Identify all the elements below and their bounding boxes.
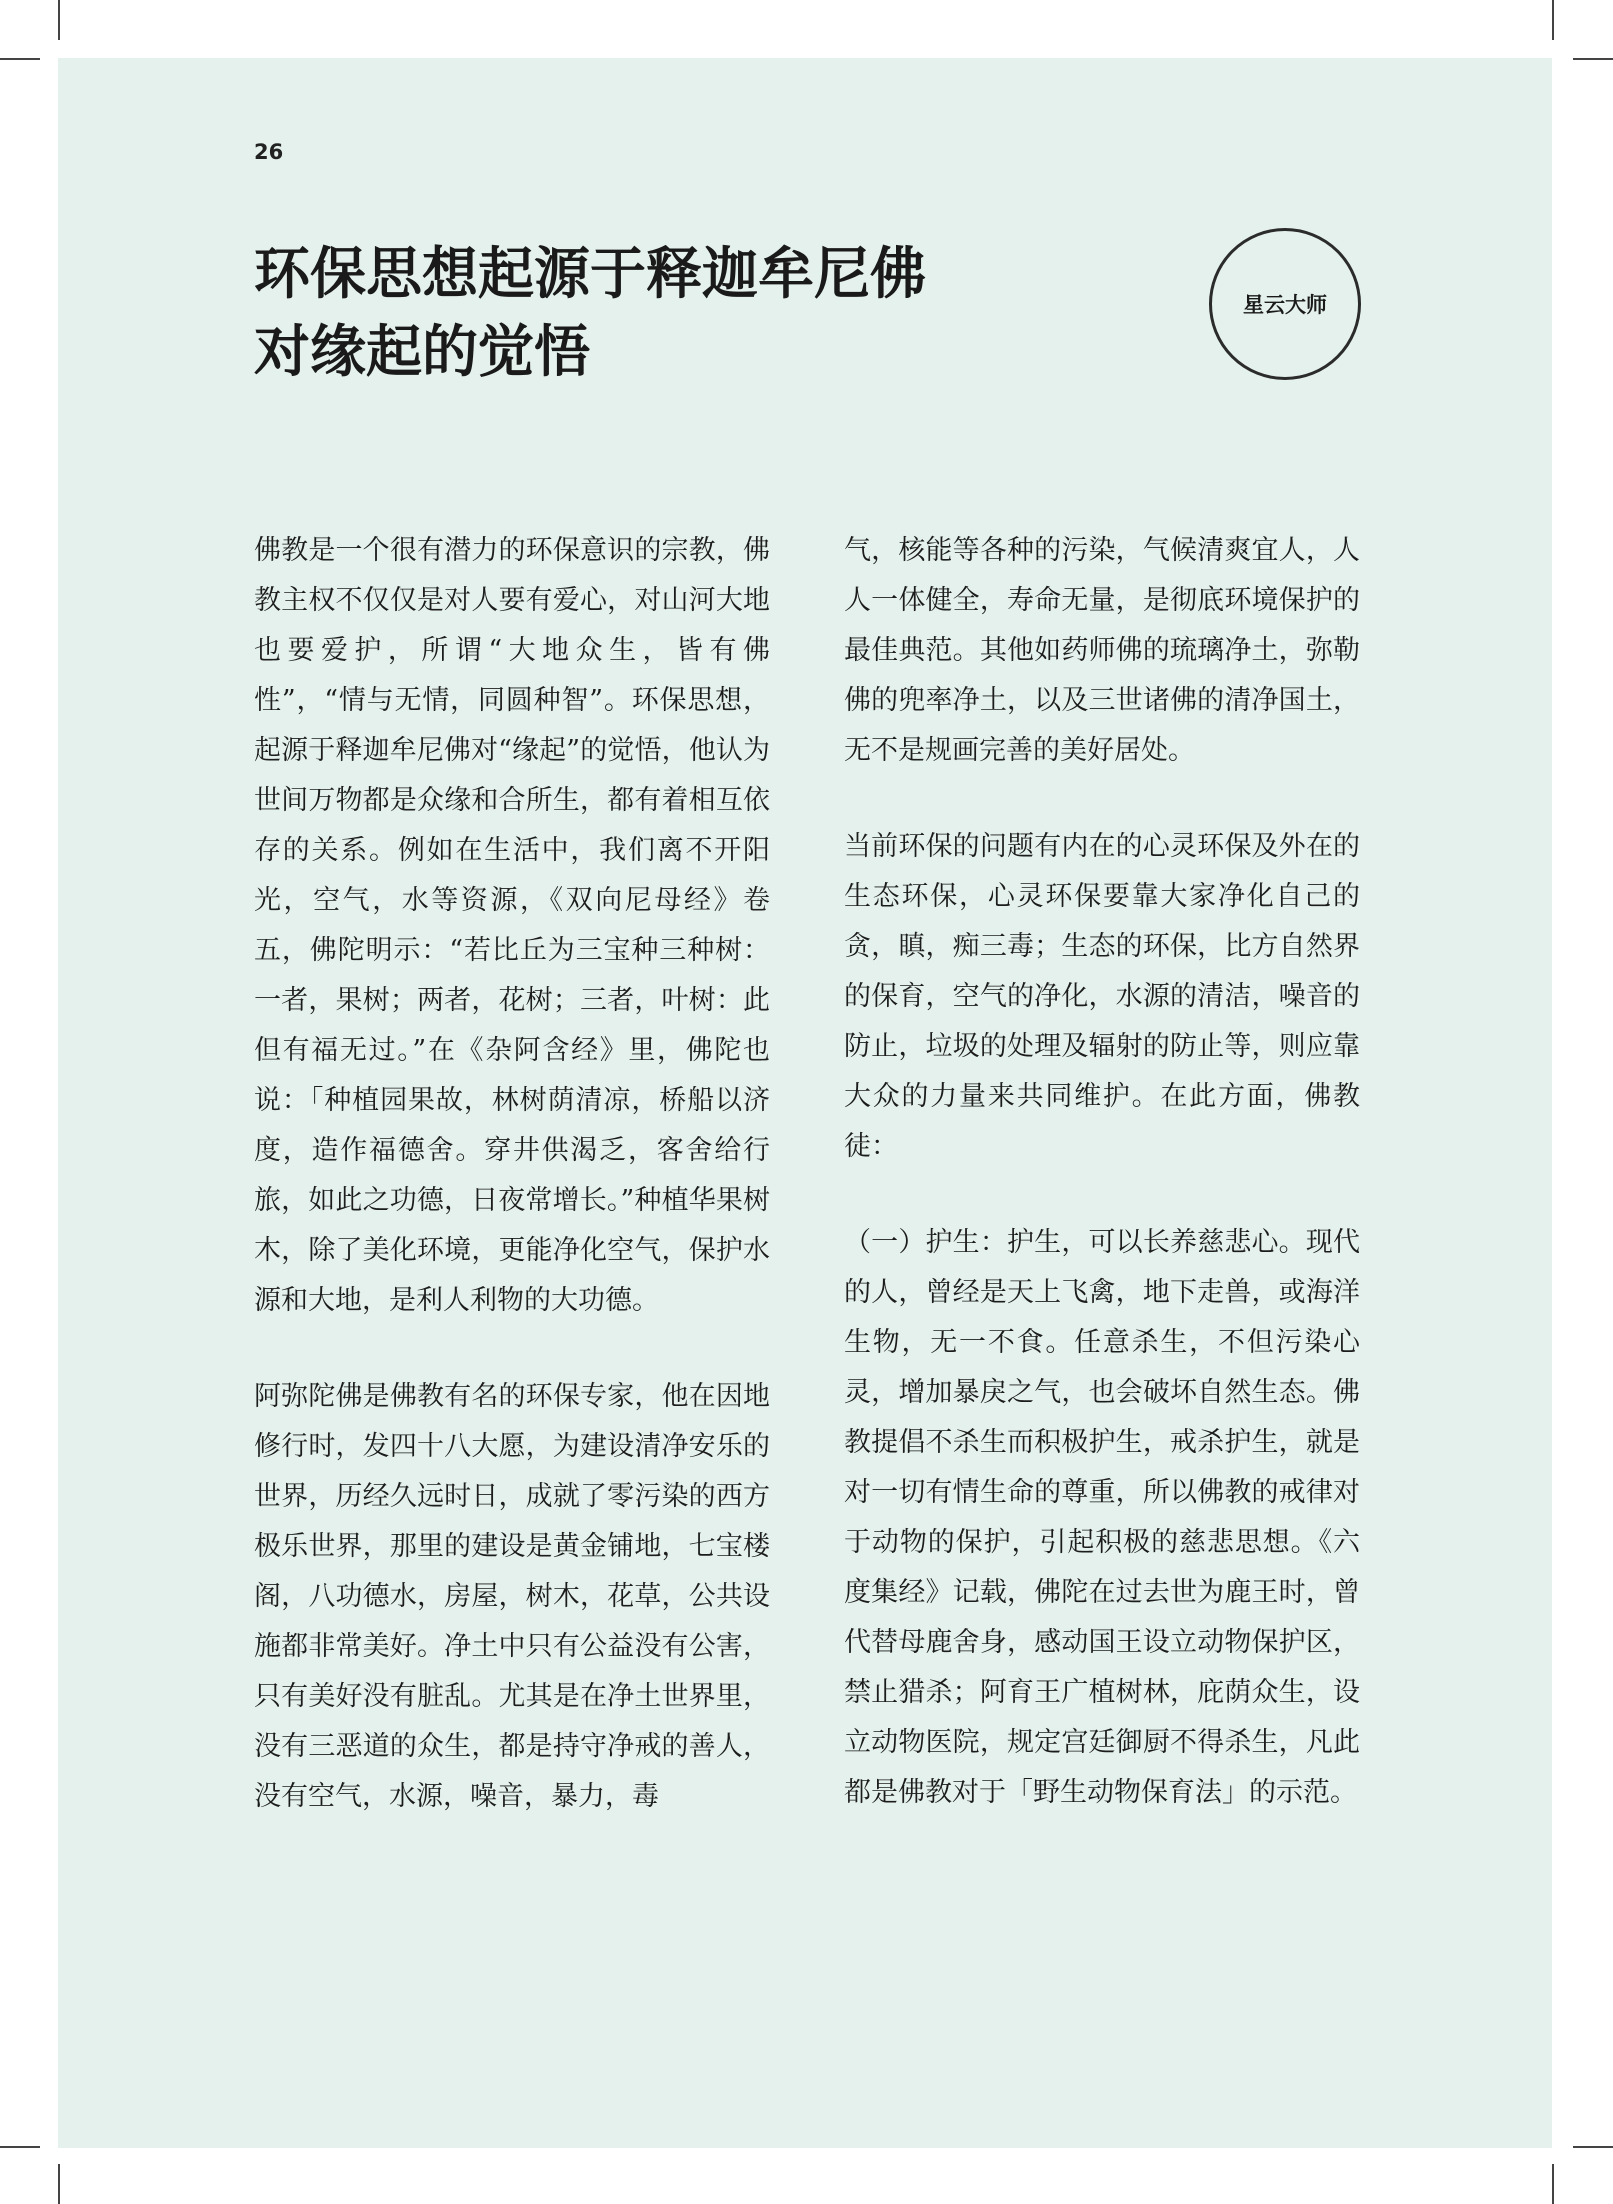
crop-mark bbox=[58, 2164, 60, 2204]
paragraph: （一）护生：护生，可以长养慈悲心。现代的人，曾经是天上飞禽，地下走兽，或海洋生物，无一不食。任意杀生，不但污染心灵，增加暴戾之气，也会破坏自然生态。佛教提倡不杀生而积极护生，戒杀护生，就是对一切有情生命的尊重，所以佛教的戒律对于动物的保护，引起积极的慈悲思想。《六度集经》记载，佛陀在过去世为鹿王时，曾代替母鹿舍身，感动国王设立动物保护区，禁止猎杀；阿育王广植树林，庇荫众生，设立动物医院，规定宫廷御厨不得杀生，凡此都是佛教对于「野生动物保育法」的示范。 bbox=[844, 1227, 1360, 1808]
title-line: 对缘起的觉悟 bbox=[254, 319, 590, 385]
crop-mark bbox=[0, 2146, 40, 2148]
paragraph: 阿弥陀佛是佛教有名的环保专家，他在因地修行时，发四十八大愿，为建设清净安乐的世界，历经久远时日，成就了零污染的西方极乐世界，那里的建设是黄金铺地，七宝楼阁，八功德水，房屋，树木，花草，公共设施都非常美好。净土中只有公益没有公害，只有美好没有脏乱。尤其是在净土世界里，没有三恶道的众生，都是持守净戒的善人，没有空气，水源，噪音，暴力，毒 bbox=[254, 1381, 770, 1812]
crop-mark bbox=[58, 0, 60, 40]
author-name: 星云大师 bbox=[1243, 293, 1327, 317]
crop-mark bbox=[1573, 2146, 1613, 2148]
crop-mark bbox=[1552, 2164, 1554, 2204]
page-title bbox=[254, 235, 926, 391]
page-number: 26 bbox=[254, 140, 284, 164]
left-column bbox=[254, 526, 770, 1822]
crop-mark bbox=[1552, 0, 1554, 40]
right-column bbox=[844, 526, 1360, 1818]
crop-mark bbox=[0, 58, 40, 60]
paragraph: 当前环保的问题有内在的心灵环保及外在的生态环保，心灵环保要靠大家净化自己的贪，瞋，痴三毒；生态的环保，比方自然界的保育，空气的净化，水源的清洁，噪音的防止，垃圾的处理及辐射的防止等，则应靠大众的力量来共同维护。在此方面，佛教徒： bbox=[844, 831, 1360, 1162]
title-line: 环保思想起源于释迦牟尼佛 bbox=[254, 241, 926, 307]
paragraph: 佛教是一个很有潜力的环保意识的宗教，佛教主权不仅仅是对人要有爱心，对山河大地也要爱护，所谓“大地众生，皆有佛性”，“情与无情，同圆种智”。环保思想，起源于释迦牟尼佛对“缘起”的觉悟，他认为世间万物都是众缘和合所生，都有着相互依存的关系。例如在生活中，我们离不开阳光，空气，水等资源，《双向尼母经》卷五，佛陀明示：“若比丘为三宝种三种树：一者，果树；两者，花树；三者，叶树：此但有福无过。”在《杂阿含经》里，佛陀也说：「种植园果故，林树荫清凉，桥船以济度，造作福德舍。穿井供渴乏，客舍给行旅，如此之功德，日夜常增长。”种植华果树木，除了美化环境，更能净化空气，保护水源和大地，是利人利物的大功德。 bbox=[254, 535, 770, 1316]
author-badge bbox=[1209, 228, 1361, 380]
crop-mark bbox=[1573, 58, 1613, 60]
paragraph: 气，核能等各种的污染，气候清爽宜人，人人一体健全，寿命无量，是彻底环境保护的最佳典范。其他如药师佛的琉璃净土，弥勒佛的兜率净土，以及三世诸佛的清净国土，无不是规画完善的美好居处。 bbox=[844, 535, 1360, 766]
